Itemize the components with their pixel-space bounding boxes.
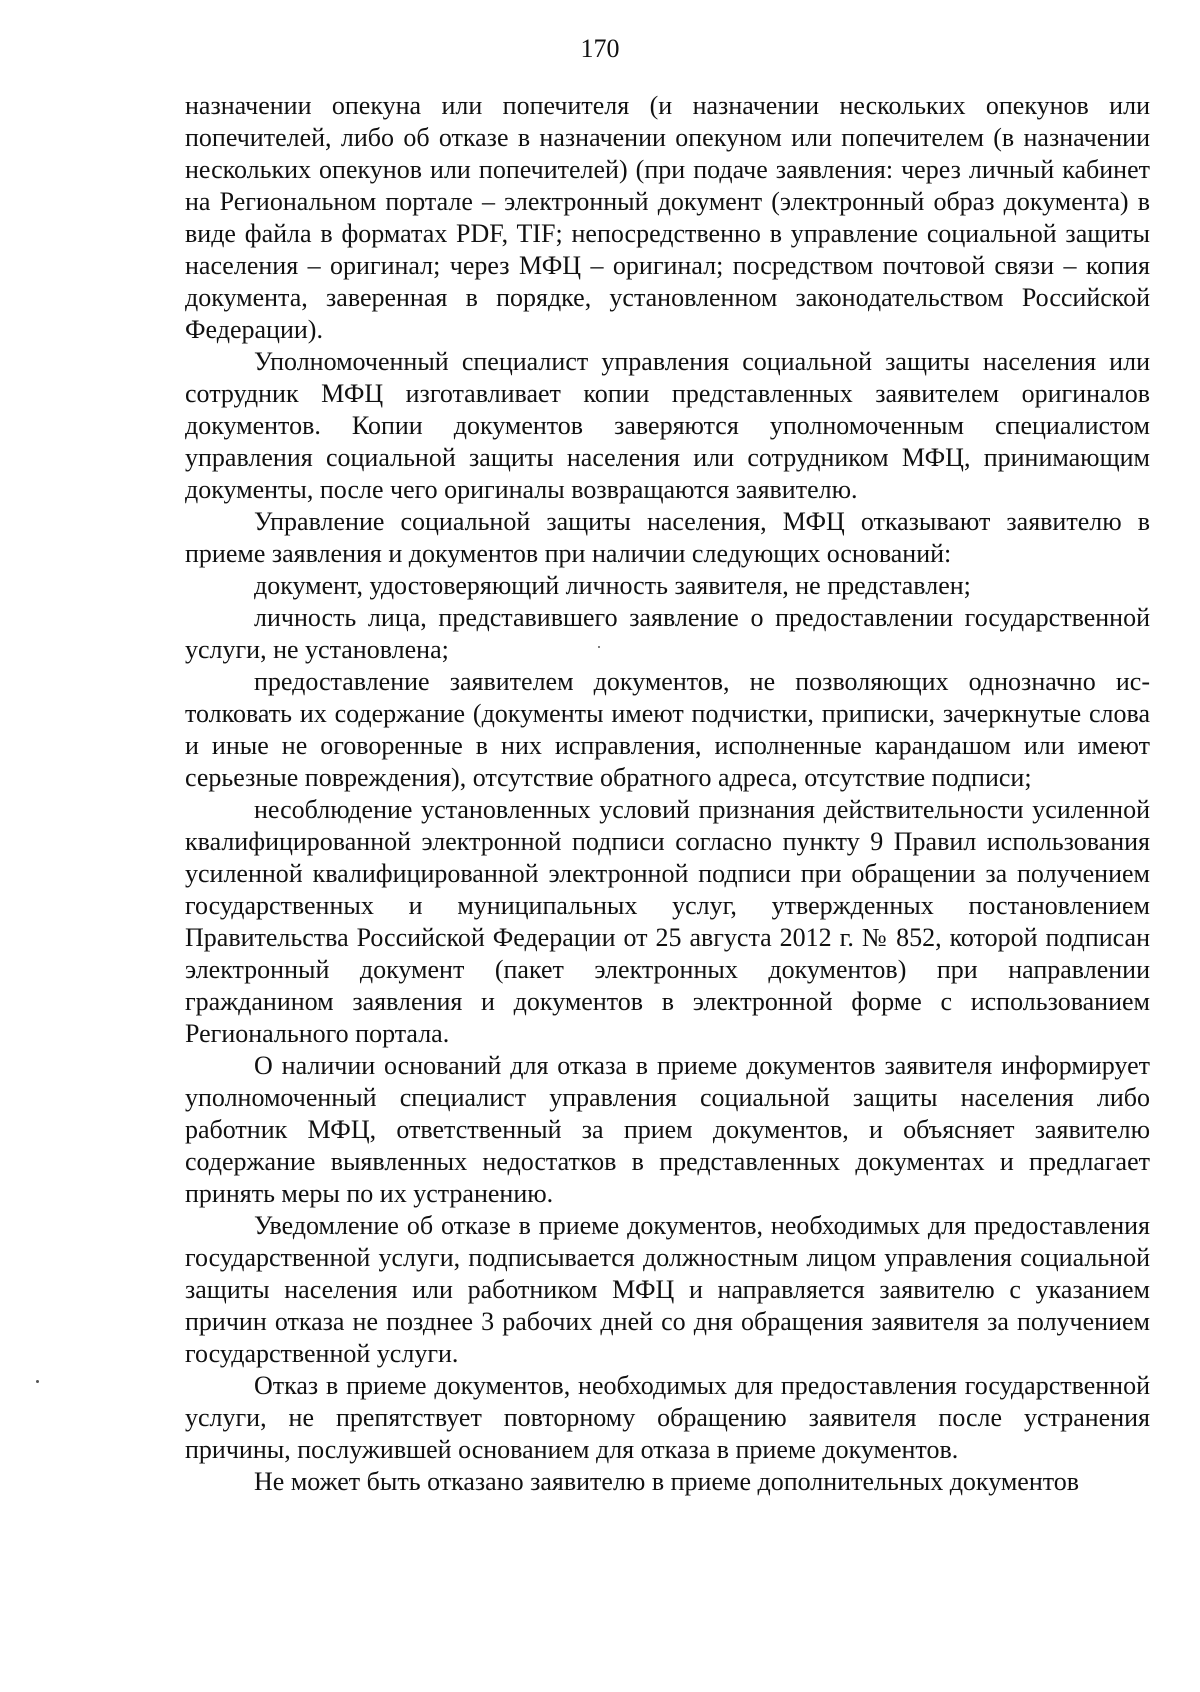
- paragraph-informing: О наличии оснований для отказа в приеме документов заявителя информирует уполномоченный специалист управления социальной защиты населения либо работник МФЦ, ответственный за прием документов, и объясняет заявителю содержание выявленных недостатков в представленных документах и предлагает принять меры по их устранению.: [185, 1051, 1150, 1208]
- list-item-identity-document: документ, удостоверяющий личность заявителя, не представлен;: [254, 571, 971, 600]
- paragraph-notification: Уведомление об отказе в приеме документов, необходимых для предоставления государственной услуги, подписывается должностным лицом управления социальной защиты населения или работником МФЦ и направляется заявителю с указанием причин отказа не позднее 3 рабочих дней со дня обращения заявителя за получением государственной услуги.: [185, 1211, 1150, 1368]
- list-item-identity-not-established: личность лица, представившего заявление о предоставлении государственной услуги, не установлена;: [185, 603, 1150, 664]
- paragraph-refusal-grounds: Управление социальной защиты населения, МФЦ отказывают заявителю в приеме заявления и документов при наличии следующих оснований:: [185, 507, 1150, 568]
- list-item-signature-validity: несоблюдение установленных условий признания действительности усиленной квалифицированной электронной подписи согласно пункту 9 Правил использования усиленной квалифицированной электронной подписи при обращении за получением государственных и муниципальных услуг, утвержденных постановлением Правительства Российской Федерации от 25 августа 2012 г. № 852, которой подписан электронный документ (пакет электронных документов) при направлении гражданином заявления и документов в электронной форме с использованием Регионального портала.: [185, 795, 1150, 1048]
- list-item-ambiguous-documents: предоставление заявителем документов, не позволяющих однозначно истолковать их содержание (документы имеют подчистки, приписки, зачеркнутые слова и иные не оговоренные в них исправления, исполненные карандашом или имеют серьезные повреждения), отсутствие обратного адреса, отсутствие подписи;: [185, 667, 1150, 792]
- paragraph-additional-documents: Не может быть отказано заявителю в приеме дополнительных документов: [254, 1467, 1080, 1496]
- paragraph-resubmission: Отказ в приеме документов, необходимых для предоставления государственной услуги, не препятствует повторному обращению заявителя после устранения причины, послужившей основанием для отказа в приеме документов.: [185, 1371, 1150, 1464]
- paragraph-copies: Уполномоченный специалист управления социальной защиты населения или сотрудник МФЦ изготавливает копии представленных заявителем оригиналов документов. Копии документов заверяются уполномоченным специалистом управления социальной защиты населения или сотрудником МФЦ, принимающим документы, после чего оригиналы возвращаются заявителю.: [185, 347, 1150, 504]
- scan-speck: [598, 646, 600, 648]
- scan-speck: [36, 1380, 39, 1383]
- page-number: 170: [580, 34, 620, 63]
- document-body: [185, 90, 1150, 1498]
- paragraph-continuation: назначении опекуна или попечителя (и назначении нескольких опекунов или попечителей, либо об отказе в назначении опекуном или попечителем (в назначении нескольких опекунов или попечителей) (при подаче заявления: через личный кабинет на Региональном портале – электронный документ (электронный образ документа) в виде файла в форматах PDF, TIF; непосредственно в управление социальной защиты населения – оригинал; через МФЦ – оригинал; посредством почтовой связи – копия документа, заверенная в порядке, установленном законодательством Российской Федерации).: [185, 91, 1150, 344]
